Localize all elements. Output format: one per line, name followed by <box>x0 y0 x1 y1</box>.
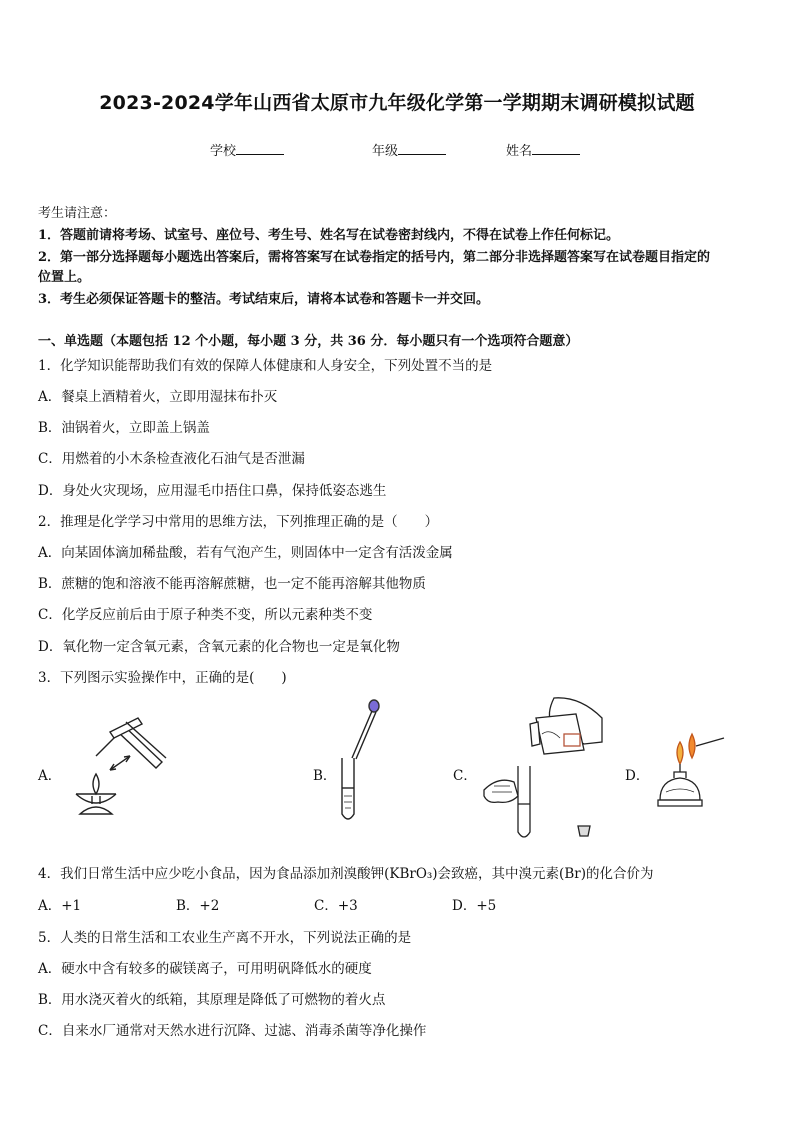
option-item: A．硬水中含有较多的碳镁离子，可用明矾降低水的硬度 <box>38 961 372 977</box>
option-label-b: B． <box>313 768 337 784</box>
pouring-liquid-icon <box>480 694 610 844</box>
question-stem: 5．人类的日常生活和工农业生产离不开水，下列说法正确的是 <box>38 930 412 946</box>
grade-blank <box>398 142 446 155</box>
question-stem: 3．下列图示实验操作中，正确的是( ) <box>38 670 287 686</box>
name-field <box>506 140 580 159</box>
option-item: C．用燃着的小木条检查液化石油气是否泄漏 <box>38 451 305 467</box>
school-label: 学校 <box>210 144 237 159</box>
question-stem: 1．化学知识能帮助我们有效的保障人体健康和人身安全，下列处置不当的是 <box>38 358 493 374</box>
school-blank <box>236 142 284 155</box>
option-item: C．化学反应前后由于原子种类不变，所以元素种类不变 <box>38 607 373 623</box>
option-item: B．蔗糖的饱和溶液不能再溶解蔗糖，也一定不能再溶解其他物质 <box>38 576 426 592</box>
name-label: 姓名 <box>506 144 533 159</box>
option-item: C．+3 <box>314 898 358 914</box>
section-heading: 一、单选题（本题包括 12 个小题，每小题 3 分，共 36 分．每小题只有一个选项符合题意） <box>38 334 579 349</box>
student-info-row <box>0 140 794 160</box>
option-item: A．向某固体滴加稀盐酸，若有气泡产生，则固体中一定含有活泼金属 <box>38 545 453 561</box>
notice-item: 3．考生必须保证答题卡的整洁。考试结束后，请将本试卷和答题卡一并交回。 <box>38 292 490 307</box>
alcohol-lamp-lighting-icon <box>652 728 732 818</box>
page-title: 2023-2024学年山西省太原市九年级化学第一学期期末调研模拟试题 <box>99 92 695 114</box>
notice-item: 1．答题前请将考场、试室号、座位号、考生号、姓名写在试卷密封线内，不得在试卷上作任何标记。 <box>38 228 620 243</box>
option-item: A．餐桌上酒精着火，立即用湿抹布扑灭 <box>38 389 278 405</box>
option-label-d: D． <box>625 768 650 784</box>
option-item: C．自来水厂通常对天然水进行沉降、过滤、消毒杀菌等净化操作 <box>38 1023 427 1039</box>
school-field <box>210 140 284 159</box>
option-item: D．身处火灾现场，应用湿毛巾捂住口鼻，保持低姿态逃生 <box>38 483 387 499</box>
question-stem: 2．推理是化学学习中常用的思维方法，下列推理正确的是（ ） <box>38 514 439 530</box>
option-item: D．氧化物一定含氧元素，含氧元素的化合物也一定是氧化物 <box>38 639 400 655</box>
evaporating-dish-heating-icon <box>66 712 176 822</box>
option-item: B．油锅着火，立即盖上锅盖 <box>38 420 210 436</box>
notice-item: 2．第一部分选择题每小题选出答案后，需将答案写在试卷指定的括号内，第二部分非选择题答案写在试卷题目指定的 <box>38 250 711 265</box>
option-item: B．+2 <box>176 898 220 914</box>
notice-item: 位置上。 <box>38 270 91 285</box>
test-tube-dropper-icon <box>336 696 386 826</box>
notice-heading: 考生请注意： <box>38 206 117 221</box>
option-label-a: A． <box>38 768 62 784</box>
grade-field <box>372 140 446 159</box>
question-stem: 4．我们日常生活中应少吃小食品，因为食品添加剂溴酸钾(KBrO₃)会致癌，其中溴元素(Br)的化合价为 <box>38 866 654 882</box>
option-item: A．+1 <box>38 898 82 914</box>
option-item: B．用水浇灭着火的纸箱，其原理是降低了可燃物的着火点 <box>38 992 386 1008</box>
name-blank <box>532 142 580 155</box>
option-label-c: C． <box>453 768 477 784</box>
option-item: D．+5 <box>452 898 497 914</box>
grade-label: 年级 <box>372 144 399 159</box>
